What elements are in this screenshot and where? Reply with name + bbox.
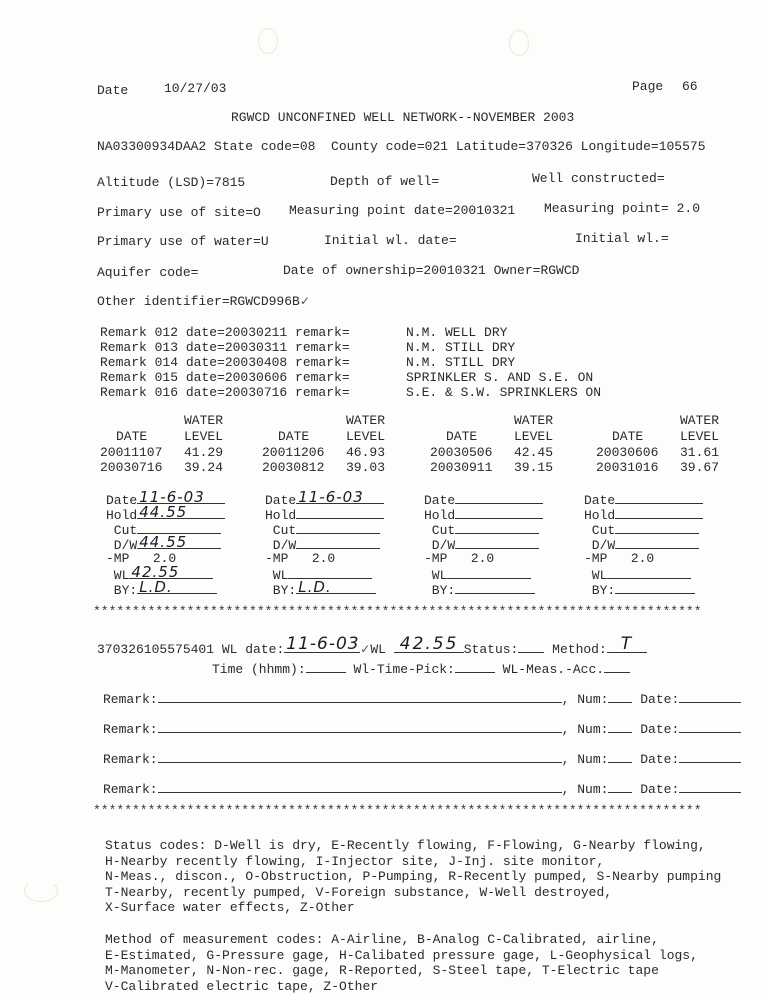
wl-date-value: 11-6-03	[286, 634, 360, 654]
header-level: LEVEL	[346, 429, 386, 444]
time-pick-label: Wl-Time-Pick:	[353, 662, 455, 677]
card-label-dw: D/W	[424, 538, 456, 553]
water-level-value: 39.24	[184, 460, 224, 475]
status-code-line: N-Meas., discon., O-Obstruction, P-Pumping, R-Recently pumped, S-Nearby pumping	[105, 869, 722, 884]
remark-label: Remark:	[103, 692, 158, 707]
header-date-label: Date	[97, 83, 129, 98]
water-level-date: 20030911	[430, 460, 493, 475]
initial-wl: Initial wl.=	[575, 231, 669, 246]
header-date-value: 10/27/03	[164, 81, 227, 96]
remark-date-field[interactable]	[679, 780, 741, 793]
card-row-wl	[424, 566, 543, 581]
card-row-by	[424, 581, 543, 596]
card-row-cut	[424, 521, 543, 536]
card-field-by[interactable]	[137, 578, 217, 596]
card-label-by: BY:	[424, 583, 456, 598]
card-row-hold	[584, 506, 703, 521]
card-field-cut[interactable]	[455, 521, 539, 534]
header-level: LEVEL	[184, 429, 224, 444]
card-row-mp	[424, 551, 543, 566]
card-field-by[interactable]	[455, 581, 535, 594]
field-card	[265, 488, 384, 598]
page-number: 66	[682, 79, 698, 94]
card-field-hold[interactable]	[455, 506, 543, 519]
header-water: WATER	[184, 413, 224, 428]
card-label-mp: -MP	[265, 551, 289, 566]
entry-line-2	[212, 660, 630, 677]
card-row-mp	[584, 551, 703, 566]
remark-label: Remark 012 date=20030211 remark=	[100, 325, 350, 340]
water-level-value: 41.29	[184, 445, 224, 460]
remark-text: N.M. STILL DRY	[406, 340, 516, 355]
remark-text: SPRINKLER S. AND S.E. ON	[406, 370, 594, 385]
method-value: T	[620, 634, 633, 654]
card-label-cut: Cut	[424, 523, 456, 538]
card-row-dw	[265, 536, 384, 551]
measuring-point-date: Measuring point date=20010321	[289, 203, 516, 218]
card-field-wl[interactable]	[447, 566, 531, 579]
card-field-date[interactable]	[296, 488, 384, 506]
remark-label: Remark 013 date=20030311 remark=	[100, 340, 350, 355]
altitude: Altitude (LSD)=7815	[97, 175, 246, 190]
punch-hole-side	[24, 880, 58, 902]
field-card	[424, 491, 543, 596]
card-field-cut[interactable]	[296, 521, 380, 534]
wl-value: 42.55	[399, 634, 459, 654]
remark-date-label: Date:	[640, 782, 680, 797]
card-label-cut: Cut	[106, 523, 138, 538]
card-mp-value: 2.0	[630, 551, 655, 566]
card-value-dw: 44.55	[139, 533, 188, 551]
card-row-cut	[265, 521, 384, 536]
status-label: Status:	[463, 642, 519, 657]
card-field-date[interactable]	[615, 491, 703, 504]
remark-field[interactable]	[158, 750, 562, 763]
other-identifier-row	[97, 294, 310, 309]
card-label-cut: Cut	[265, 523, 297, 538]
separator-stars-2: ******************************************************************************	[93, 803, 702, 818]
water-level-value: 42.45	[514, 445, 554, 460]
num-label: , Num:	[561, 722, 609, 737]
card-label-mp: -MP	[106, 551, 130, 566]
water-level-date: 20030716	[100, 460, 163, 475]
num-label: , Num:	[561, 782, 609, 797]
card-row-hold	[265, 506, 384, 521]
method-code-line: V-Calibrated electric tape, Z-Other	[105, 978, 379, 994]
header-level: LEVEL	[514, 429, 554, 444]
water-level-column	[262, 414, 424, 478]
remark-text: S.E. & S.W. SPRINKLERS ON	[406, 385, 602, 400]
card-mp-value: 2.0	[311, 551, 336, 566]
card-value-wl: 42.55	[131, 563, 180, 581]
card-value-hold: 44.55	[139, 503, 188, 521]
card-field-cut[interactable]	[615, 521, 699, 534]
remark-label: Remark 015 date=20030606 remark=	[100, 370, 350, 385]
water-level-value: 46.93	[346, 445, 386, 460]
card-label-date: Date	[584, 493, 616, 508]
card-label-dw: D/W	[584, 538, 616, 553]
card-label-hold: Hold	[584, 508, 616, 523]
card-field-by[interactable]	[615, 581, 695, 594]
card-label-cut: Cut	[584, 523, 616, 538]
remark-label: Remark 014 date=20030408 remark=	[100, 355, 350, 370]
remark-text: N.M. STILL DRY	[406, 355, 516, 370]
card-field-hold[interactable]	[615, 506, 703, 519]
num-field[interactable]	[608, 750, 632, 763]
card-label-by: BY:	[265, 583, 297, 598]
method-field[interactable]	[607, 634, 647, 654]
card-row-cut	[584, 521, 703, 536]
method-codes	[105, 932, 698, 994]
remark-field[interactable]	[158, 720, 562, 733]
remark-date-label: Date:	[640, 722, 680, 737]
water-level-date: 20030812	[262, 460, 325, 475]
card-label-wl: WL	[584, 568, 608, 583]
card-field-date[interactable]	[455, 491, 543, 504]
card-label-wl: WL	[265, 568, 289, 583]
water-level-date: 20030506	[430, 445, 493, 460]
entry-site-id: 370326105575401	[97, 642, 215, 657]
card-value-by: L.D.	[298, 578, 332, 596]
card-label-mp: -MP	[424, 551, 448, 566]
water-level-column	[430, 414, 592, 478]
card-row-by	[584, 581, 703, 596]
status-code-line: H-Nearby recently flowing, I-Injector site, J-Inj. site monitor,	[105, 853, 605, 869]
card-label-wl: WL	[106, 568, 130, 583]
punch-hole-left	[258, 28, 278, 54]
card-label-mp: -MP	[584, 551, 608, 566]
field-card	[584, 491, 703, 596]
remark-date-label: Date:	[640, 752, 680, 767]
site-id-line: NA03300934DAA2 State code=08 County code=021 Latitude=370326 Longitude=105575	[97, 139, 706, 154]
remark-date-field[interactable]	[679, 690, 741, 703]
remark-date-label: Date:	[640, 692, 680, 707]
remark-text: N.M. WELL DRY	[406, 325, 508, 340]
remark-form-row	[103, 720, 741, 737]
wl-date-label: WL date:	[221, 642, 285, 657]
header-water: WATER	[514, 413, 554, 428]
remark-date-field[interactable]	[679, 720, 741, 733]
water-level-value: 31.61	[680, 445, 720, 460]
water-level-date: 20011107	[100, 445, 163, 460]
check-mark-icon: ✓	[299, 294, 310, 308]
remark-label: Remark:	[103, 782, 158, 797]
header-water: WATER	[680, 413, 720, 428]
card-value-date: 11-6-03	[298, 488, 364, 506]
card-field-dw[interactable]	[455, 536, 539, 549]
status-code-line: T-Nearby, recently pumped, V-Foreign substance, W-Well destroyed,	[105, 884, 613, 900]
meas-acc-field[interactable]	[604, 660, 630, 673]
wl-date-field[interactable]	[284, 634, 360, 654]
card-row-date	[584, 491, 703, 506]
status-code-line: Status codes: D-Well is dry, E-Recently flowing, F-Flowing, G-Nearby flowing,	[105, 838, 706, 853]
remark-field[interactable]	[158, 780, 562, 793]
time-pick-field[interactable]	[455, 660, 495, 673]
remark-form-row	[103, 690, 741, 707]
initial-wl-date: Initial wl. date=	[324, 233, 457, 248]
wl-field[interactable]	[394, 634, 464, 654]
remark-form-row	[103, 750, 741, 767]
primary-use-site: Primary use of site=O	[97, 205, 261, 220]
depth-of-well: Depth of well=	[330, 174, 440, 189]
remark-label: Remark:	[103, 722, 158, 737]
card-field-hold[interactable]	[137, 503, 225, 521]
measuring-point: Measuring point= 2.0	[544, 201, 701, 216]
card-field-by[interactable]	[296, 578, 376, 596]
well-constructed: Well constructed=	[532, 171, 665, 186]
primary-use-water: Primary use of water=U	[97, 234, 269, 249]
num-field[interactable]	[608, 780, 632, 793]
card-label-date: Date	[106, 493, 138, 508]
header-date: DATE	[446, 429, 478, 444]
header-date: DATE	[278, 429, 310, 444]
remark-form-row	[103, 780, 741, 797]
card-label-by: BY:	[584, 583, 616, 598]
card-row-dw	[584, 536, 703, 551]
card-row-hold	[424, 506, 543, 521]
card-field-dw[interactable]	[296, 536, 380, 549]
status-field[interactable]	[518, 640, 544, 653]
separator-stars: ******************************************************************************	[93, 604, 702, 619]
card-row-date	[424, 491, 543, 506]
remark-label: Remark 016 date=20030716 remark=	[100, 385, 350, 400]
page-label: Page	[632, 79, 664, 94]
status-codes	[105, 838, 721, 916]
water-level-column	[596, 414, 758, 478]
card-row-dw	[106, 533, 225, 553]
card-value-date: 11-6-03	[139, 488, 205, 506]
card-row-by	[106, 578, 225, 598]
header-level: LEVEL	[680, 429, 720, 444]
check-mark-icon: ✓	[360, 642, 371, 656]
card-label-hold: Hold	[265, 508, 297, 523]
card-row-date	[265, 488, 384, 508]
card-label-date: Date	[424, 493, 456, 508]
card-row-by	[265, 578, 384, 598]
field-card	[106, 488, 225, 598]
water-level-date: 20031016	[596, 460, 659, 475]
card-row-hold	[106, 503, 225, 523]
card-field-dw[interactable]	[137, 533, 221, 551]
card-field-hold[interactable]	[296, 506, 384, 519]
card-label-dw: D/W	[265, 538, 297, 553]
other-identifier: Other identifier=RGWCD996B	[97, 294, 300, 309]
status-code-line: X-Surface water effects, Z-Other	[105, 900, 355, 915]
wl-label: WL	[370, 642, 386, 657]
water-level-value: 39.15	[514, 460, 554, 475]
header-date: DATE	[116, 429, 148, 444]
punch-hole-right	[509, 30, 529, 56]
num-label: , Num:	[561, 752, 609, 767]
header-date: DATE	[612, 429, 644, 444]
card-row-dw	[424, 536, 543, 551]
remark-date-field[interactable]	[679, 750, 741, 763]
remark-label: Remark:	[103, 752, 158, 767]
time-field[interactable]	[306, 660, 346, 673]
aquifer-code: Aquifer code=	[97, 265, 199, 280]
card-field-dw[interactable]	[615, 536, 699, 549]
water-level-value: 39.67	[680, 460, 720, 475]
time-label: Time (hhmm):	[212, 662, 306, 677]
water-level-date: 20011206	[262, 445, 325, 460]
card-label-by: BY:	[106, 583, 138, 598]
document-title: RGWCD UNCONFINED WELL NETWORK--NOVEMBER 2003	[231, 110, 575, 125]
card-label-dw: D/W	[106, 538, 138, 553]
card-mp-value: 2.0	[470, 551, 495, 566]
header-water: WATER	[346, 413, 386, 428]
method-code-line: M-Manometer, N-Non-rec. gage, R-Reported, S-Steel tape, T-Electric tape	[105, 963, 659, 978]
card-row-wl	[584, 566, 703, 581]
card-label-hold: Hold	[106, 508, 138, 523]
remark-field[interactable]	[158, 690, 562, 703]
meas-acc-label: WL-Meas.-Acc.	[502, 662, 605, 677]
num-label: , Num:	[561, 692, 609, 707]
card-label-wl: WL	[424, 568, 448, 583]
method-code-line: Method of measurement codes: A-Airline, B-Analog C-Calibrated, airline,	[105, 932, 659, 947]
water-level-column	[100, 414, 262, 478]
card-field-wl[interactable]	[607, 566, 691, 579]
card-mp-value: 2.0	[152, 551, 177, 566]
water-level-value: 39.03	[346, 460, 386, 475]
water-level-date: 20030606	[596, 445, 659, 460]
card-row-mp	[265, 551, 384, 566]
card-value-by: L.D.	[139, 578, 173, 596]
num-field[interactable]	[608, 720, 632, 733]
method-code-line: E-Estimated, G-Pressure gage, H-Calibated pressure gage, L-Geophysical logs,	[105, 947, 698, 963]
card-label-hold: Hold	[424, 508, 456, 523]
entry-line	[97, 634, 647, 657]
method-label: Method:	[552, 642, 607, 657]
water-level-table	[100, 414, 768, 478]
card-label-date: Date	[265, 493, 297, 508]
num-field[interactable]	[608, 690, 632, 703]
ownership: Date of ownership=20010321 Owner=RGWCD	[283, 263, 580, 278]
